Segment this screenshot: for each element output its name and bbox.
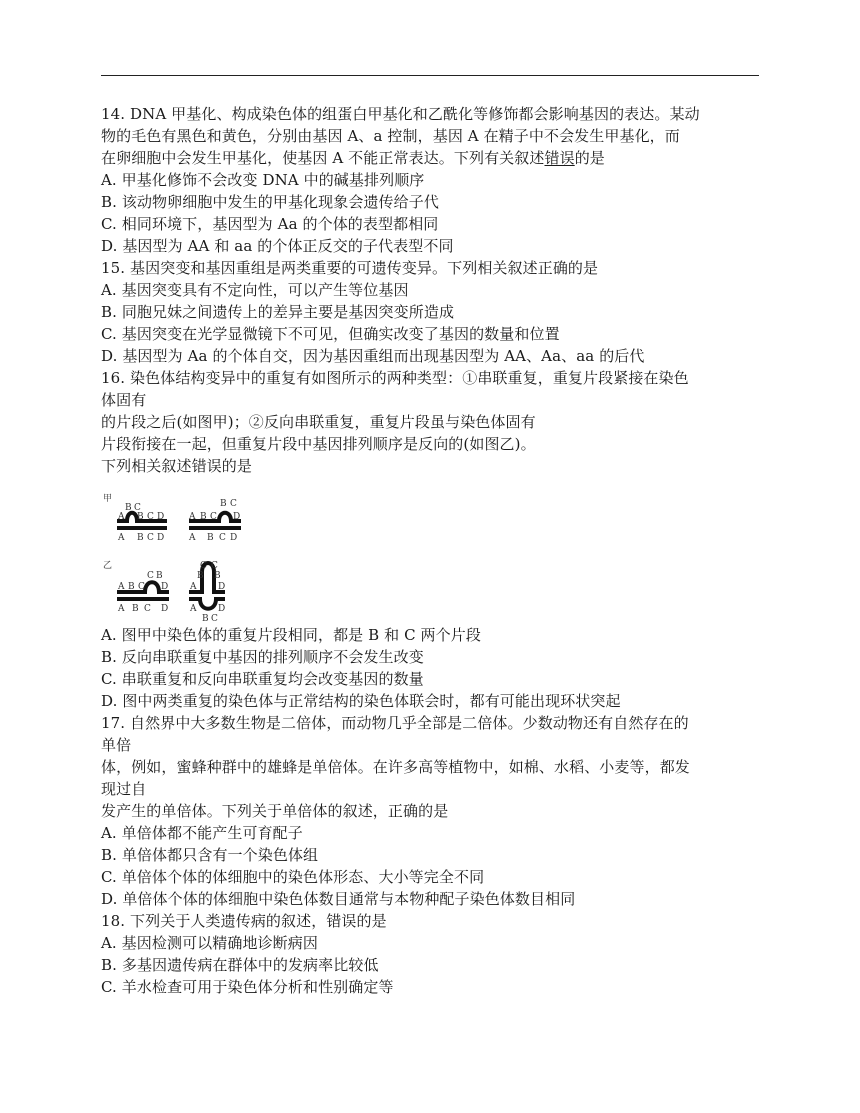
- gene-label-c: C: [147, 512, 154, 522]
- q17-option-d: D. 单倍体个体的体细胞中染色体数目通常与本物种配子染色体数目相同: [101, 890, 576, 908]
- q16-stem-line-3: 的片段之后(如图甲)；②反向串联重复，重复片段虽与染色体固有: [101, 413, 536, 431]
- gene-label-d: D: [157, 512, 165, 522]
- q17-stem-line-1: 17. 自然界中大多数生物是二倍体，而动物几乎全部是二倍体。少数动物还有自然存在的: [101, 714, 689, 732]
- gene-label-c: C: [147, 533, 154, 543]
- q15-option-c: C. 基因突变在光学显微镜下不可见，但确实改变了基因的数量和位置: [101, 325, 560, 343]
- gene-label-c: C: [230, 499, 237, 509]
- q14-option-a: A. 甲基化修饰不会改变 DNA 中的碱基排列顺序: [101, 171, 425, 189]
- q16-stem-line-4: 片段衔接在一起，但重复片段中基因排列顺序是反向的(如图乙)。: [101, 435, 536, 453]
- gene-label-a: A: [189, 512, 196, 522]
- yi-right-chromosome-pair: [189, 561, 225, 624]
- q14-option-c: C. 相同环境下，基因型为 Aa 的个体的表型都相同: [101, 215, 439, 233]
- gene-label-d: D: [218, 604, 226, 614]
- gene-label-b: B: [214, 571, 221, 581]
- q14-stem-line-3: [101, 147, 605, 169]
- q16-option-d: D. 图中两类重复的染色体与正常结构的染色体联会时，都有可能出现环状突起: [101, 692, 621, 710]
- q17-stem-line-5: 发产生的单倍体。下列关于单倍体的叙述，正确的是: [101, 802, 449, 820]
- gene-label-d: D: [161, 582, 169, 592]
- gene-label-c: C: [219, 533, 226, 543]
- gene-label-b: B: [197, 571, 204, 581]
- gene-label-c: C: [200, 561, 207, 571]
- gene-label-b: B: [156, 571, 163, 581]
- gene-label-c: C: [138, 582, 145, 592]
- gene-label-a: A: [189, 533, 196, 543]
- figure-label-jia: 甲: [103, 494, 113, 504]
- gene-label-b: B: [202, 614, 209, 624]
- q16-option-c: C. 串联重复和反向串联重复均会改变基因的数量: [101, 670, 424, 688]
- q15-option-a: A. 基因突变具有不定向性，可以产生等位基因: [101, 281, 409, 299]
- q14-option-d: D. 基因型为 AA 和 aa 的个体正反交的子代表型不同: [101, 237, 454, 255]
- q17-stem-line-3: 体，例如，蜜蜂种群中的雄蜂是单倍体。在许多高等植物中，如棉、水稻、小麦等，都发: [101, 758, 690, 776]
- gene-label-d: D: [161, 604, 169, 614]
- gene-label-b: B: [220, 499, 227, 509]
- gene-label-c: C: [210, 512, 217, 522]
- q18-stem: 18. 下列关于人类遗传病的叙述，错误的是: [101, 912, 387, 930]
- q17-option-a: A. 单倍体都不能产生可育配子: [101, 824, 303, 842]
- q16-option-a: A. 图甲中染色体的重复片段相同，都是 B 和 C 两个片段: [101, 626, 481, 644]
- q14-stem-line-1: 14. DNA 甲基化、构成染色体的组蛋白甲基化和乙酰化等修饰都会影响基因的表达。某动: [101, 105, 700, 123]
- q14-stem-tail: 的是: [574, 149, 605, 167]
- gene-label-b: B: [200, 512, 207, 522]
- q15-stem: 15. 基因突变和基因重组是两类重要的可遗传变异。下列相关叙述正确的是: [101, 259, 599, 277]
- gene-label-b: B: [128, 582, 135, 592]
- q18-option-c: C. 羊水检查可用于染色体分析和性别确定等: [101, 978, 394, 996]
- gene-label-d: D: [230, 533, 238, 543]
- yi-left-chromosome-pair: [117, 571, 169, 614]
- gene-label-c: C: [134, 503, 141, 513]
- q14-stem-line-2: 物的毛色有黑色和黄色，分别由基因 A、a 控制，基因 A 在精子中不会发生甲基化，而: [101, 127, 680, 145]
- q14-option-b: B. 该动物卵细胞中发生的甲基化现象会遗传给子代: [101, 193, 439, 211]
- jia-left-chromosome-pair: [117, 503, 167, 543]
- gene-label-a: A: [118, 604, 125, 614]
- q16-stem-line-5: 下列相关叙述错误的是: [101, 457, 253, 475]
- q14-stem-text: 在卵细胞中会发生甲基化，使基因 A 不能正常表达。下列有关叙述: [101, 149, 545, 167]
- q16-stem-line-2: 体固有: [101, 391, 147, 409]
- gene-label-d: D: [218, 582, 226, 592]
- jia-right-chromosome-pair: [188, 499, 241, 543]
- chromosome-duplication-figure: [101, 488, 261, 628]
- q17-stem-line-2: 单倍: [101, 736, 132, 754]
- gene-label-b: B: [137, 512, 144, 522]
- header-rule: [101, 75, 759, 76]
- gene-label-b: B: [137, 533, 144, 543]
- q15-option-d: D. 基因型为 Aa 的个体自交，因为基因重组而出现基因型为 AA、Aa、aa 的后代: [101, 347, 645, 365]
- gene-label-d: D: [157, 533, 165, 543]
- q15-option-b: B. 同胞兄妹之间遗传上的差异主要是基因突变所造成: [101, 303, 455, 321]
- gene-label-a: A: [118, 582, 125, 592]
- gene-label-c: C: [211, 614, 218, 624]
- q17-stem-line-4: 现过自: [101, 780, 147, 798]
- gene-label-c: C: [144, 604, 151, 614]
- gene-label-a: A: [118, 512, 125, 522]
- figure-label-yi: 乙: [103, 561, 113, 571]
- q14-underlined-word: 错误: [544, 149, 575, 167]
- q16-stem-line-1: 16. 染色体结构变异中的重复有如图所示的两种类型：①串联重复，重复片段紧接在染色: [101, 369, 689, 387]
- q18-option-b: B. 多基因遗传病在群体中的发病率比较低: [101, 956, 379, 974]
- q17-option-b: B. 单倍体都只含有一个染色体组: [101, 846, 319, 864]
- gene-label-a: A: [190, 582, 197, 592]
- q18-option-a: A. 基因检测可以精确地诊断病因: [101, 934, 318, 952]
- gene-label-a: A: [190, 604, 197, 614]
- gene-label-a: A: [118, 533, 125, 543]
- gene-label-b: B: [207, 533, 214, 543]
- q17-option-c: C. 单倍体个体的体细胞中的染色体形态、大小等完全不同: [101, 868, 485, 886]
- gene-label-d: D: [233, 512, 241, 522]
- gene-label-b: B: [125, 503, 132, 513]
- gene-label-c: C: [147, 571, 154, 581]
- gene-label-b: B: [132, 604, 139, 614]
- gene-label-c: C: [211, 561, 218, 571]
- q16-option-b: B. 反向串联重复中基因的排列顺序不会发生改变: [101, 648, 424, 666]
